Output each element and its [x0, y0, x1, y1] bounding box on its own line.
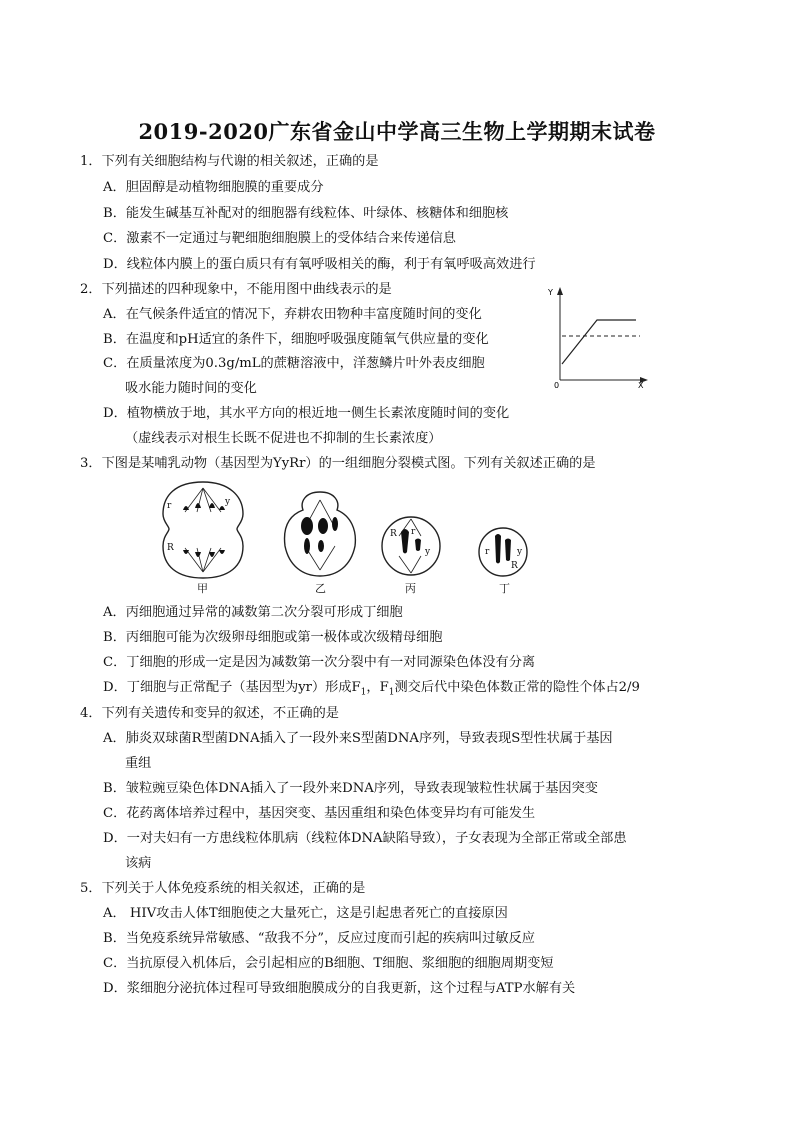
q4-option-d-line2: 该病 — [125, 856, 152, 871]
q1-option-d: D．线粒体内膜上的蛋白质只有有氧呼吸相关的酶，利于有氧呼吸高效进行 — [103, 257, 536, 272]
q4-option-c: C．花药离体培养过程中，基因突变、基因重组和染色体变异均有可能发生 — [103, 806, 536, 821]
q2-stem: 2．下列描述的四种现象中，不能用图中曲线表示的是 — [80, 282, 392, 297]
cell-bing — [382, 517, 440, 575]
q2-option-d-line2: （虚线表示对根生长既不促进也不抑制的生长素浓度） — [125, 431, 442, 446]
q5-option-a: A． HIV攻击人体T细胞使之大量死亡，这是引起患者死亡的直接原因 — [103, 906, 508, 921]
cell-label-ding: 丁 — [499, 582, 510, 595]
q4-option-a-line2: 重组 — [125, 756, 152, 771]
cell-yi — [285, 492, 356, 576]
bing-chromosome-2 — [415, 539, 421, 552]
page-title: 2019-2020广东省金山中学高三生物上学期期末试卷 — [138, 119, 656, 144]
y-axis-arrow — [557, 287, 563, 295]
ding-chromosome-2 — [505, 539, 511, 562]
q4-option-a-line1: A．肺炎双球菌R型菌DNA插入了一段外来S型菌DNA序列，导致表现S型性状属于基因 — [103, 731, 613, 746]
cell-jia — [163, 482, 243, 578]
yi-chromosome-1 — [301, 517, 313, 535]
q5-stem: 5．下列关于人体免疫系统的相关叙述，正确的是 — [80, 881, 366, 896]
jia-gene-r: r — [167, 501, 172, 511]
q5-option-c: C．当抗原侵入机体后，会引起相应的B细胞、T细胞、浆细胞的细胞周期变短 — [103, 956, 554, 971]
q2-option-d-line1: D．植物横放于地，其水平方向的根近地一侧生长素浓度随时间的变化 — [103, 406, 510, 421]
bing-chromosome-1 — [401, 529, 409, 554]
q3-stem: 3．下图是某哺乳动物（基因型为YyRr）的一组细胞分裂模式图。下列有关叙述正确的是 — [80, 456, 596, 471]
q4-option-b: B．皱粒豌豆染色体DNA插入了一段外来DNA序列，导致表现皱粒性状属于基因突变 — [103, 781, 598, 796]
x-label: X — [638, 381, 644, 390]
q1-option-b: B．能发生碱基互补配对的细胞器有线粒体、叶绿体、核糖体和细胞核 — [103, 206, 509, 221]
ding-gene-y: y — [517, 547, 523, 557]
cell-label-jia: 甲 — [197, 582, 208, 595]
cell-label-bing: 丙 — [405, 582, 416, 595]
q3-option-c: C．丁细胞的形成一定是因为减数第一次分裂中有一对同源染色体没有分离 — [103, 655, 536, 670]
curve — [562, 320, 636, 364]
q2-option-b: B．在温度和pH适宜的条件下，细胞呼吸强度随氧气供应量的变化 — [103, 332, 489, 347]
cell-label-yi: 乙 — [315, 582, 326, 595]
q4-stem: 4．下列有关遗传和变异的叙述，不正确的是 — [80, 706, 339, 721]
q2-option-c-line1: C．在质量浓度为0.3g/mL的蔗糖溶液中，洋葱鳞片叶外表皮细胞 — [103, 356, 485, 371]
q3-option-d: D．丁细胞与正常配子（基因型为yr）形成$F_1$，$F_1$测交后代中染色体数正常的隐性个体占2/9 — [103, 680, 640, 698]
jia-gene-y: y — [225, 497, 231, 507]
bing-gene-y: y — [425, 547, 431, 557]
ding-gene-r: r — [485, 547, 490, 557]
q4-option-d-line1: D．一对夫妇有一方患线粒体肌病（线粒体DNA缺陷导致），子女表现为全部正常或全部患 — [103, 831, 627, 846]
q1-stem: 1．下列有关细胞结构与代谢的相关叙述，正确的是 — [80, 154, 379, 169]
q2-curve-graph — [540, 282, 655, 390]
bing-gene-R: R — [390, 529, 397, 539]
ding-chromosome-1 — [495, 534, 501, 564]
origin-label: 0 — [554, 381, 560, 390]
yi-chromosome-5 — [318, 540, 324, 552]
q1-option-a: A．胆固醇是动植物细胞膜的重要成分 — [103, 180, 324, 195]
q3-option-a: A．丙细胞通过异常的减数第二次分裂可形成丁细胞 — [103, 605, 403, 620]
bing-gene-r: r — [411, 527, 416, 537]
jia-gene-R: R — [167, 543, 174, 553]
yi-chromosome-3 — [332, 517, 338, 531]
q5-option-b: B．当免疫系统异常敏感、“敌我不分”，反应过度而引起的疾病叫过敏反应 — [103, 931, 535, 946]
q2-option-a: A．在气候条件适宜的情况下，弃耕农田物种丰富度随时间的变化 — [103, 307, 482, 322]
y-label: Y — [548, 288, 553, 297]
q2-option-c-line2: 吸水能力随时间的变化 — [125, 381, 257, 396]
q3-option-b: B．丙细胞可能为次级卵母细胞或第一极体或次级精母细胞 — [103, 630, 443, 645]
q5-option-d: D．浆细胞分泌抗体过程可导致细胞膜成分的自我更新，这个过程与ATP水解有关 — [103, 981, 576, 996]
q3-cell-division-figure — [155, 474, 535, 599]
ding-gene-R: R — [511, 561, 518, 571]
q1-option-c: C．激素不一定通过与靶细胞细胞膜上的受体结合来传递信息 — [103, 231, 456, 246]
yi-chromosome-4 — [304, 538, 310, 554]
yi-chromosome-2 — [318, 518, 328, 534]
